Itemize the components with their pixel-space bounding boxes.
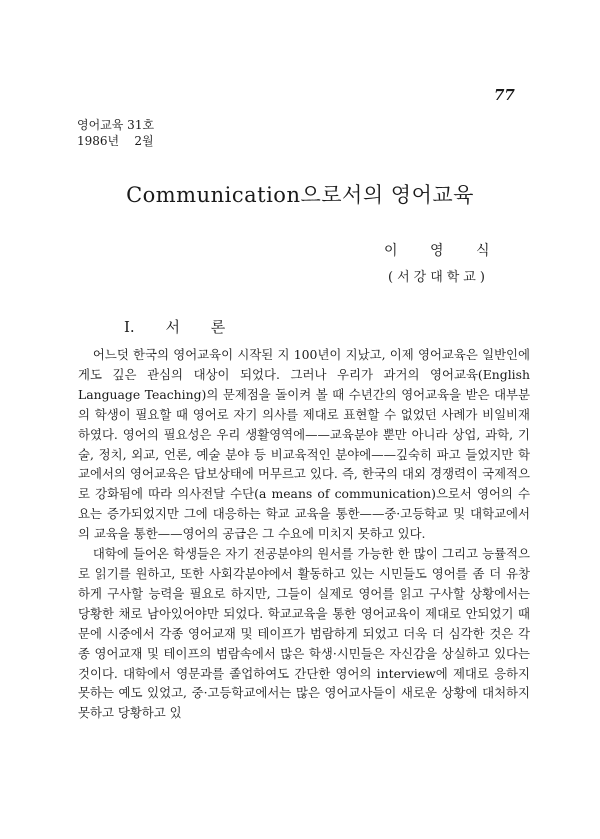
journal-info <box>77 117 154 149</box>
article-title: Communication으로서의 영어교육 <box>126 183 474 207</box>
paragraph: 어느덧 한국의 영어교육이 시작된 지 100년이 지났고, 이제 영어교육은 일반인에게도 깊은 관심의 대상이 되었다. 그러나 우리가 과거의 영어교육(English Language Teaching)의 문제점을 돌이켜 볼 때 수년간의 영어교육을 받은 대부분의 학생이 필요할 때 영어로 자기 의사를 제대로 표현할 수 없었던 사례가 비일비재하였다. 영어의 필요성은 우리 생활영역에——교육분야 뿐만 아니라 상업, 과학, 기술, 정치, 외교, 언론, 예술 분야 등 비교육적인 분야에——깊숙히 파고 들었지만 학교에서의 영어교육은 답보상태에 머무르고 있다. 즉, 한국의 대외 경쟁력이 국제적으로 강화됨에 따라 의사전달 수단(a means of communication)으로서 영어의 수요는 증가되었지만 그에 대응하는 학교 교육을 통한——중·고등학교 및 대학교에서의 교육을 통한——영어의 공급은 그 수요에 미치지 못하고 있다. <box>78 347 530 542</box>
article-author: 이 영 식 <box>384 243 490 259</box>
section-heading: I. 서 론 <box>124 318 226 336</box>
paragraph: 대학에 들어온 학생들은 자기 전공분야의 원서를 가능한 한 많이 그리고 능률적으로 읽기를 원하고, 또한 사회각분야에서 활동하고 있는 시민들도 영어를 좀 더 유창하게 구사할 능력을 필요로 하지만, 그들이 실제로 영어를 읽고 구사할 상황에서는 당황한 채로 남아있어야만 되었다. 학교교육을 통한 영어교육이 제대로 안되었기 때문에 시중에서 각종 영어교재 및 테이프가 범람하게 되었고 더욱 더 심각한 것은 각종 영어교재 및 테이프의 범람속에서 많은 학생·시민들은 자신감을 상실하고 있다는 것이다. 대학에서 영문과를 졸업하여도 간단한 영어의 interview에 제대로 응하지 못하는 예도 있었고, 중·고등학교에서는 많은 영어교사들이 새로운 상황에 대처하지 못하고 당황하고 있 <box>78 546 530 721</box>
article-affiliation: (서강대학교) <box>388 270 489 285</box>
body-text <box>78 345 530 723</box>
page-number: 77 <box>494 86 515 104</box>
journal-issue: 영어교육 31호 <box>77 118 155 132</box>
journal-date: 1986년 2월 <box>77 134 154 148</box>
